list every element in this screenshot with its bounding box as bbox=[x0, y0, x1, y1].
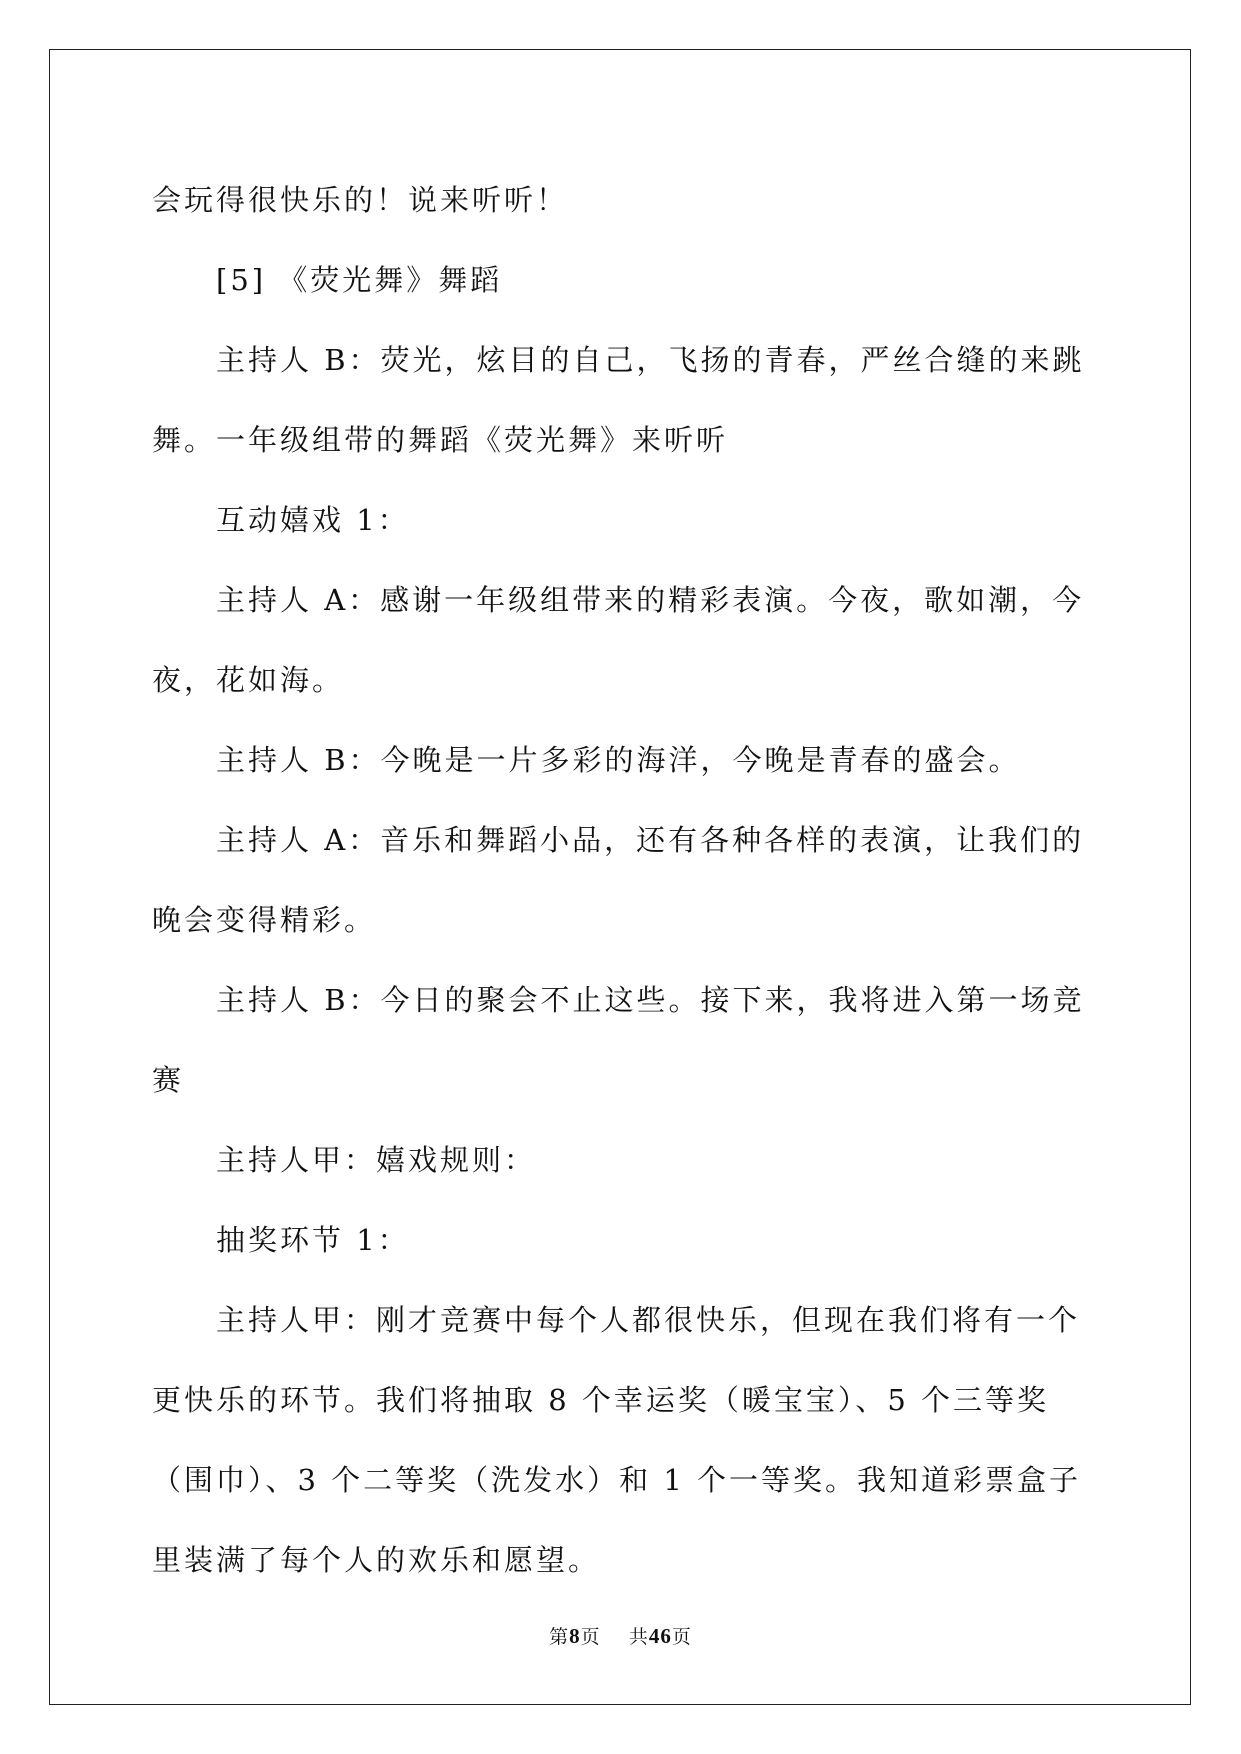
paragraph: 会玩得很快乐的！说来听听！ bbox=[152, 183, 569, 217]
total-pages: 46 bbox=[648, 1624, 672, 1648]
paragraph: 主持人 A：音乐和舞蹈小品，还有各种各样的表演，让我们的晚会变得精彩。 bbox=[152, 823, 1085, 937]
paragraph: 互动嬉戏 1： bbox=[216, 503, 410, 537]
total-label-suffix: 页 bbox=[671, 1626, 692, 1648]
page-label-suffix: 页 bbox=[580, 1626, 601, 1648]
paragraph: 主持人甲：刚才竞赛中每个人都很快乐，但现在我们将有一个更快乐的环节。我们将抽取 8 个幸运奖（暖宝宝）、5 个三等奖（围巾）、3 个二等奖（洗发水）和 1 个一等奖。我知道彩票盒子里装满了每个人的欢乐和愿望。 bbox=[152, 1303, 1082, 1577]
page-number: 8 bbox=[569, 1624, 581, 1648]
paragraph: 抽奖环节 1： bbox=[216, 1223, 410, 1257]
paragraph: 主持人 B：今晚是一片多彩的海洋，今晚是青春的盛会。 bbox=[216, 743, 1021, 777]
page-label-prefix: 第 bbox=[549, 1626, 570, 1648]
total-label-prefix: 共 bbox=[628, 1626, 649, 1648]
paragraph: [5] 《荧光舞》舞蹈 bbox=[216, 263, 503, 297]
paragraph: 主持人甲：嬉戏规则： bbox=[216, 1143, 537, 1177]
paragraph: 主持人 A：感谢一年级组带来的精彩表演。今夜，歌如潮，今夜，花如海。 bbox=[152, 583, 1085, 697]
document-body bbox=[152, 160, 1092, 1600]
page-footer bbox=[0, 1622, 1241, 1649]
paragraph: 主持人 B：今日的聚会不止这些。接下来，我将进入第一场竞赛 bbox=[152, 983, 1085, 1097]
paragraph: 主持人 B：荧光，炫目的自己，飞扬的青春，严丝合缝的来跳舞。一年级组带的舞蹈《荧光舞》来听听 bbox=[152, 343, 1085, 457]
